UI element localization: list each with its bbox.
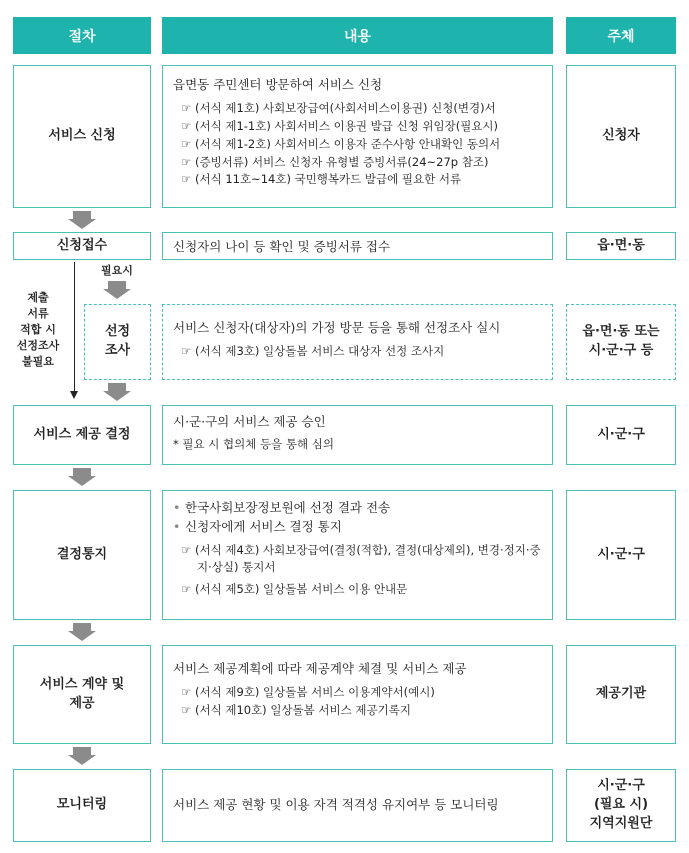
header-step: 절차 xyxy=(13,17,151,54)
skip-arrow-icon xyxy=(70,391,78,399)
skip-note-line: 선정조사 xyxy=(16,338,60,352)
content-apply xyxy=(162,65,553,208)
form-item: ☞ (서식 제4호) 사회보장급여(결정(적합), 결정(대상제외), 변경·정지·중지·상실) 통지서 xyxy=(173,542,542,578)
step-monitor xyxy=(13,769,151,842)
skip-note-line: 서류 xyxy=(27,306,49,320)
content-notify xyxy=(162,490,553,620)
form-item: ☞ (서식 제3호) 일상돌봄 서비스 대상자 선정 조사지 xyxy=(173,343,542,361)
subject-receipt xyxy=(566,232,676,260)
step-notify-label: 결정통지 xyxy=(56,546,108,562)
skip-line xyxy=(74,262,75,392)
subject-contract xyxy=(566,645,676,744)
subject-monitor-line: 시·군·구 xyxy=(597,778,645,794)
content-contract-main: 서비스 제공계획에 따라 제공계약 체결 및 서비스 제공 xyxy=(173,661,467,676)
step-apply xyxy=(13,65,151,208)
subject-monitor-line: (필요 시) xyxy=(593,797,649,813)
step-survey-line: 조사 xyxy=(104,343,131,358)
subject-notify-label: 시·군·구 xyxy=(597,546,645,562)
step-survey xyxy=(84,304,151,380)
content-decision xyxy=(162,405,553,465)
content-contract xyxy=(162,645,553,744)
step-decision-label: 서비스 제공 결정 xyxy=(33,426,131,442)
content-monitor-main: 서비스 제공 현황 및 이용 자격 적격성 유지여부 등 모니터링 xyxy=(173,797,499,812)
form-item: ☞ (서식 11호~14호) 국민행복카드 발급에 필요한 서류 xyxy=(173,171,542,189)
form-item: ☞ (서식 제9호) 일상돌봄 서비스 이용계약서(예시) xyxy=(173,684,542,702)
form-item: ☞ (서식 제10호) 일상돌봄 서비스 제공기록지 xyxy=(173,702,542,720)
step-receipt-label: 신청접수 xyxy=(56,237,108,253)
skip-note xyxy=(14,290,62,370)
subject-survey-line: 시·군·구 등 xyxy=(588,343,654,358)
if-needed-label: 필요시 xyxy=(101,264,133,277)
content-survey xyxy=(162,304,553,380)
step-contract-line: 제공 xyxy=(69,695,95,711)
form-item: ☞ (서식 제1-2호) 사회서비스 이용자 준수사항 안내확인 동의서 xyxy=(173,136,542,154)
subject-monitor-line: 지역지원단 xyxy=(589,815,653,831)
form-item: ☞ (서식 제1호) 사회보장급여(사회서비스이용권) 신청(변경)서 xyxy=(173,100,542,118)
form-item: ☞ (서식 제5호) 일상돌봄 서비스 이용 안내문 xyxy=(173,581,542,599)
content-apply-main: 읍면동 주민센터 방문하여 서비스 신청 xyxy=(173,77,383,92)
subject-receipt-label: 읍·면·동 xyxy=(597,237,645,253)
skip-note-line: 불필요 xyxy=(22,354,54,368)
step-contract xyxy=(13,645,151,744)
step-survey-line: 선정 xyxy=(104,324,131,340)
content-survey-main: 서비스 신청자(대상자)의 가정 방문 등을 통해 선정조사 실시 xyxy=(173,320,501,335)
subject-decision xyxy=(566,405,676,465)
content-receipt-main: 신청자의 나이 등 확인 및 증빙서류 접수 xyxy=(173,239,391,254)
subject-survey-line: 읍·면·동 또는 xyxy=(582,324,660,340)
step-contract-line: 서비스 계약 및 xyxy=(39,676,125,692)
subject-monitor xyxy=(566,769,676,842)
step-decision xyxy=(13,405,151,465)
notify-bullet: • 신청자에게 서비스 결정 통지 xyxy=(173,518,542,537)
header-content: 내용 xyxy=(162,17,553,54)
header-subject: 주체 xyxy=(566,17,676,54)
content-monitor xyxy=(162,769,553,842)
skip-note-line: 제출 xyxy=(27,291,49,304)
form-item: ☞ (증빙서류) 서비스 신청자 유형별 증빙서류(24~27p 참조) xyxy=(173,154,542,172)
subject-apply xyxy=(566,65,676,208)
subject-contract-label: 제공기관 xyxy=(595,686,647,702)
notify-bullet: • 한국사회보장정보원에 선정 결과 전송 xyxy=(173,499,542,518)
step-notify xyxy=(13,490,151,620)
subject-apply-label: 신청자 xyxy=(602,128,640,144)
subject-decision-label: 시·군·구 xyxy=(597,426,645,442)
content-decision-main: 시·군·구의 서비스 제공 승인 xyxy=(173,414,326,429)
step-apply-label: 서비스 신청 xyxy=(48,128,116,144)
step-receipt xyxy=(13,232,151,260)
subject-survey xyxy=(566,304,676,380)
subject-notify xyxy=(566,490,676,620)
form-item: ☞ (서식 제1-1호) 사회서비스 이용권 발급 신청 위임장(필요시) xyxy=(173,118,542,136)
content-receipt xyxy=(162,232,553,260)
content-decision-note: * 필요 시 협의체 등을 통해 심의 xyxy=(173,437,334,452)
skip-note-line: 적합 시 xyxy=(20,322,56,336)
step-monitor-label: 모니터링 xyxy=(56,797,108,813)
